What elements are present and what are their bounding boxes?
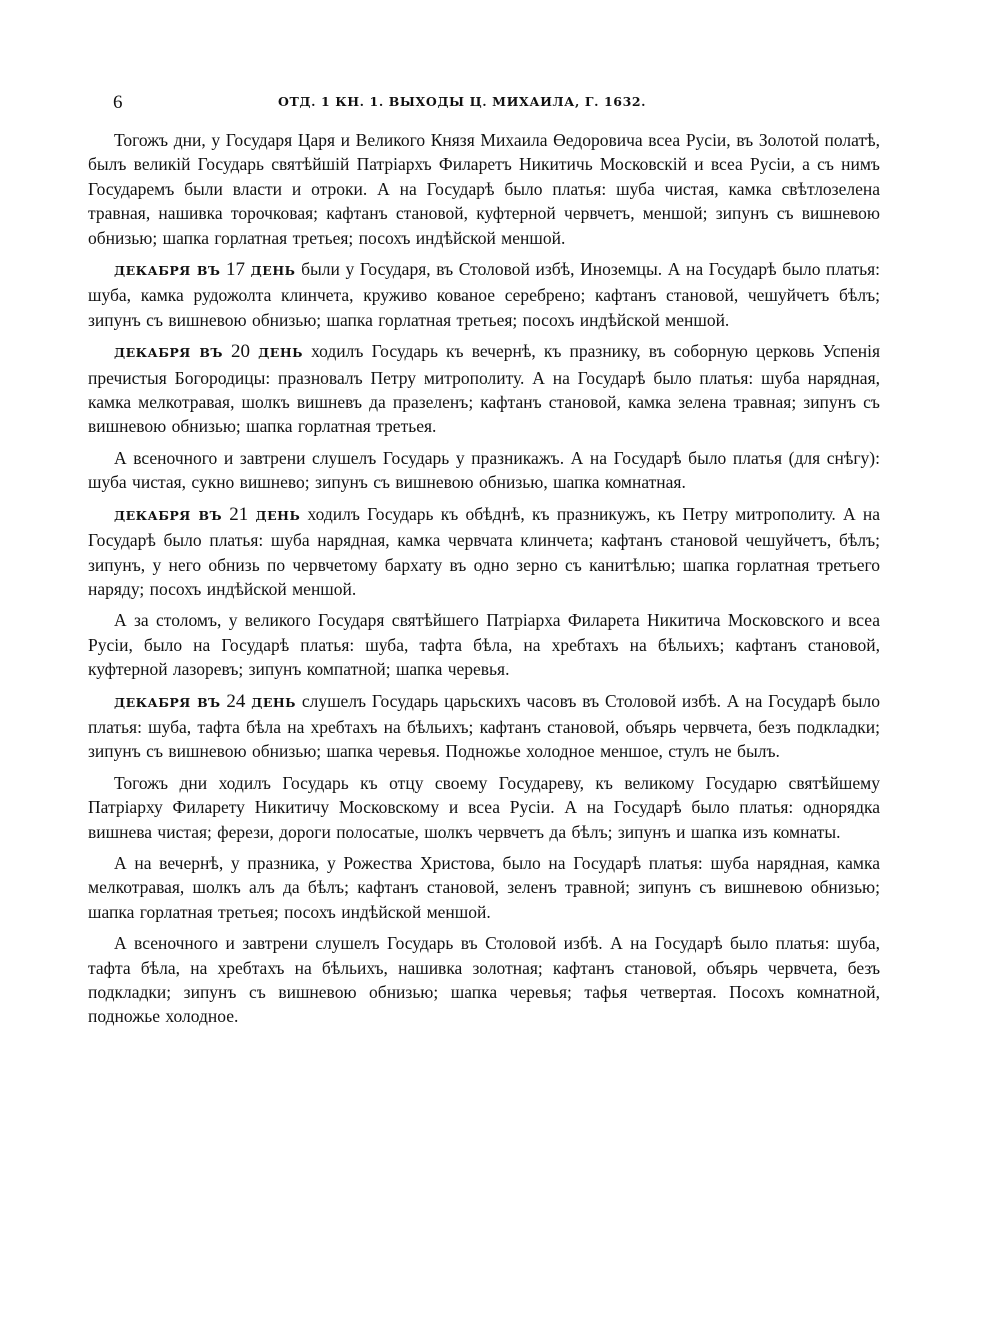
paragraph	[88, 339, 880, 439]
running-head: ОТД. 1 КН. 1. ВЫХОДЫ Ц. МИХАИЛА, Г. 1632.	[278, 94, 647, 109]
date-lead-tail: ДЕНЬ	[258, 345, 303, 361]
date-lead: ДЕКАБРЯ ВЪ	[114, 345, 223, 361]
paragraph-text: А всеночного и завтрени слушелъ Государь въ Столовой избѣ. А на Государѣ было платья: шуба, тафта бѣла, на хребтахъ на бѣльихъ, нашивка золотная; кафтанъ становой, объярь червчета, безъ подкладки; зипунъ съ вишневою обнизью; шапка черевья; тафья четвертая. Посохъ комнатной, подножье холодное.	[88, 933, 880, 1027]
paragraph-text: А за столомъ, у великого Государя святѣйшего Патріарха Филарета Никитича Московского и всеа Русіи, было на Государѣ платья: шуба, тафта бѣла, на хребтахъ на бѣльихъ; кафтанъ становой, куфтерной лазоревъ; зипунъ компатной; шапка черевья.	[88, 610, 880, 680]
paragraph-text: ходилъ Государь къ вечернѣ, къ празнику, въ соборную церковь Успенія пречистыя Богородицы: празновалъ Петру митрополиту. А на Государѣ было платья: шуба нарядная, камка мелкотравая, шолкъ вишневъ да празеленъ; кафтанъ становой, камка зелена травная; зипунъ съ вишневою обнизью; шапка горлатная третьея.	[88, 341, 881, 437]
day-number: 20	[231, 341, 251, 363]
paragraph-text: А всеночного и завтрени слушелъ Государь у празникажъ. А на Государѣ было платья (для снѣгу): шуба чистая, сукно вишнево; зипунъ съ вишневою обнизью, шапка комнатная.	[88, 447, 880, 493]
date-lead: ДЕКАБРЯ ВЪ	[114, 263, 221, 279]
paragraph	[88, 689, 880, 764]
paragraph-text: Тогожъ дни ходилъ Государь къ отцу своему Государеву, къ великому Государю святѣйшему Патріарху Филарету Никитичу Московскому и всеа Русіи. А на Государѣ было платья: однорядка вишнева чистая; ферези, дороги полосатые, шолкъ червчетъ да бѣлъ; зипунъ и шапка изъ комнаты.	[88, 772, 880, 842]
paragraph-text: А на вечернѣ, у празника, у Рожества Христова, было на Государѣ платья: шуба нарядная, камка мелкотравая, шолкъ алъ да бѣлъ; кафтанъ становой, зеленъ травной; зипунъ съ вишневою обнизью; шапка горлатная третьея; посохъ индѣйской меншой.	[88, 852, 880, 922]
paragraph-text: ходилъ Государь къ обѣднѣ, къ празникужъ, къ Петру митрополиту. А на Государѣ было платья: шуба нарядная, камка червчата клинчета; кафтанъ становой чешуйчетъ, бѣлъ; зипунъ, у него обнизь по червчетому бархату въ одно зерно съ канитѣлью; шапка горлатная третьего наряду; посохъ индѣйской меншой.	[88, 503, 880, 599]
body-text	[88, 128, 880, 1036]
day-number: 17	[226, 259, 246, 281]
paragraph-text: слушелъ Государь царьскихъ часовъ въ Столовой избѣ. А на Государѣ было платья: шуба, тафта бѣла на хребтахъ на бѣльихъ; кафтанъ становой, объярь червчета, безъ подкладки; зипунъ съ вишневою обнизью; шапка черевья. Подножье холодное меншое, стулъ не былъ.	[88, 690, 881, 762]
date-lead-tail: ДЕНЬ	[250, 263, 296, 279]
date-lead-tail: ДЕНЬ	[251, 694, 297, 710]
paragraph	[88, 608, 880, 681]
paragraph	[88, 128, 880, 250]
paragraph	[88, 257, 880, 332]
paragraph	[88, 851, 880, 924]
page-header	[113, 92, 883, 116]
paragraph	[88, 502, 880, 602]
paragraph	[88, 771, 880, 844]
date-lead-tail: ДЕНЬ	[255, 507, 301, 523]
date-lead: ДЕКАБРЯ ВЪ	[114, 507, 223, 523]
day-number: 24	[226, 690, 246, 712]
paragraph	[88, 446, 880, 495]
paragraph-text: были у Государя, въ Столовой избѣ, Иноземцы. А на Государѣ было платья: шуба, камка рудожолта клинчета, круживо кованое серебрено; кафтанъ становой, чешуйчетъ бѣлъ; зипунъ съ вишневою обнизью; шапка горлатная третьея; посохъ индѣйской меншой.	[88, 259, 881, 330]
day-number: 21	[229, 503, 249, 525]
page-number: 6	[113, 92, 123, 113]
paragraph	[88, 931, 880, 1029]
date-lead: ДЕКАБРЯ ВЪ	[114, 694, 221, 710]
paragraph-text: Тогожъ дни, у Государя Царя и Великого Князя Михаила Өедоровича всеа Русіи, въ Золотой полатѣ, былъ великій Государь святѣйшій Патріархъ Филаретъ Никитичь Московскій и всеа Русіи, а съ нимъ Государемъ были власти и отроки. А на Государѣ было платья: шуба чистая, камка свѣтлозелена травная, нашивка торочковая; кафтанъ становой, куфтерной червчетъ, меншой; зипунъ съ вишневою обнизью; шапка горлатная третьея; посохъ индѣйской меншой.	[88, 130, 880, 248]
